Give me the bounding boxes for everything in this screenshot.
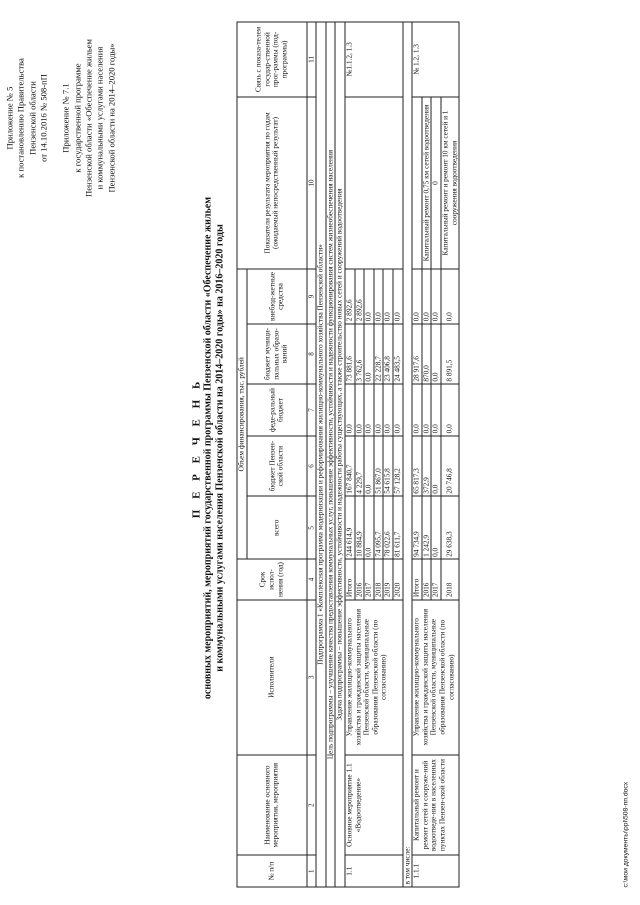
federal-cell: 0,0 [354,384,364,436]
subprogram-row [316,22,326,887]
task-row [335,22,345,887]
federal-cell: 0,0 [431,384,441,436]
federal-cell: 0,0 [440,384,458,436]
year-cell: 2018 [440,559,458,599]
col-number: 9 [306,269,316,324]
header-link: Связь с показа-телем государ-ственной прог-раммы (под-программы) [237,22,307,97]
extra-cell: 0,0 [364,269,374,324]
region-cell: 0,0 [364,435,374,495]
in-that-number-row [402,22,412,887]
header-row [237,22,247,887]
federal-cell: 0,0 [412,384,422,436]
year-cell: 2016 [354,559,364,599]
total-cell: 74 095,7 [373,496,383,559]
indicator-cell [412,96,422,268]
title-heading: П Е Р Е Ч Е Н Ь [190,377,202,518]
row-number: 1.1 [344,855,402,887]
region-cell: 372,9 [421,435,431,495]
link-cell: №1.1.2, 1.3 [344,22,402,97]
municipal-cell: 22 228,7 [373,323,383,383]
subprogram-task: Задача подпрограммы – повышение эффективности, устойчивости и надежности работы существующих, а также строительство новых сетей и сооружений водоотведения [335,22,345,887]
annex-line [49,30,60,205]
measure-name: Капитальный ремонт и ремонт сетей и сооруже-ний водоотведе-ния в населенных пунктах Пензен-ской области [412,754,459,855]
municipal-cell: 28 917,6 [412,323,422,383]
measure-executor: Управление жилищно-коммунального хозяйства и гражданской защиты населения Пензенской области, муниципальные образования Пензенской области (по согласованию) [412,599,459,754]
document-title [190,30,226,865]
federal-cell: 0,0 [383,384,393,436]
annex-line: Приложение № 5 [4,86,14,149]
year-cell: 2016 [421,559,431,599]
table-row [344,22,354,887]
indicator-cell: Капитальный ремонт и ремонт 10 км сетей и 1 сооружения водоотведения [440,96,458,268]
region-cell: 167 840,7 [344,435,354,495]
col-number: 10 [306,96,316,268]
header-term: Срок испол-нения (год) [237,559,307,599]
year-cell: Итого [412,559,422,599]
municipal-cell: 0,0 [364,323,374,383]
municipal-cell: 73 881,6 [344,323,354,383]
municipal-cell: 870,0 [421,323,431,383]
header-budget-region: бюджет Пензен-ской области [246,435,306,495]
col-number: 11 [306,22,316,97]
region-cell: 54 615,8 [383,435,393,495]
extra-cell: 0,0 [440,269,458,324]
total-cell: 81 611,7 [392,496,402,559]
col-number: 1 [306,855,316,887]
title-line-2: и коммунальными услугами населения Пензенской области на 2014–2020 годы» на 2016–2020 годы [214,223,225,672]
subprogram-title: Подпрограмма 1 «Комплексная программа модернизации и реформирования жилищно-коммунального хозяйства Пензенской области» [316,22,326,887]
col-number: 6 [306,435,316,495]
region-cell: 4 229,7 [354,435,364,495]
region-cell: 57 128,2 [392,435,402,495]
total-cell: 10 884,9 [354,496,364,559]
federal-cell: 0,0 [364,384,374,436]
header-budget-federal: феде-ральный бюджет [246,384,306,436]
column-numbers-row [306,22,316,887]
indicator-cell [344,96,402,268]
header-funding: Объем финансирования, тыс. рублей [237,269,247,559]
header-indicators: Показатели результата мероприятия по годам (ожидаемый непосредственный результат) [237,96,307,268]
annex-line: Пензенской области на 2014–2020 годы» [105,42,116,193]
municipal-cell: 8 891,5 [440,323,458,383]
in-that-number-label: в том числе: [402,22,412,887]
annex-line: от 14.10.2016 № 508-пП [37,73,48,162]
extra-cell: 0,0 [392,269,402,324]
total-cell: 1 242,9 [421,496,431,559]
subprogram-goal: Цель подпрограммы – улучшение качества предоставления коммунальных услуг, повышение эффективности, устойчивости и надежности функционирования систем жизнеобеспечения населения [325,22,335,887]
year-cell: 2020 [392,559,402,599]
indicator-cell: 0 [431,96,441,268]
header-extra: внебюд-жетные средства [246,269,306,324]
indicator-cell: Капитальный ремонт 0,75 км сетей водоотведения [421,96,431,268]
municipal-cell: 23 406,8 [383,323,393,383]
total-cell: 94 734,9 [412,496,422,559]
extra-cell: 0,0 [412,269,422,324]
measures-table [236,21,459,887]
link-cell: № 1.2, 1.3 [412,22,459,97]
annex-line: Приложение № 7.1 [60,82,71,153]
municipal-cell: 3 762,6 [354,323,364,383]
annex-block [4,30,117,205]
annex-line: к государственной программе [71,62,82,173]
annex-line: и коммунальными услугами населения [94,46,105,189]
total-cell: 29 638,3 [440,496,458,559]
region-cell: 65 817,3 [412,435,422,495]
extra-cell: 0,0 [373,269,383,324]
extra-cell: 0,0 [421,269,431,324]
year-cell: 2018 [373,559,383,599]
region-cell: 0,0 [431,435,441,495]
header-name: Наименование основного мероприятия, мероприятия [237,754,307,855]
extra-cell: 0,0 [383,269,393,324]
year-cell: 2019 [383,559,393,599]
col-number: 5 [306,496,316,559]
federal-cell: 0,0 [392,384,402,436]
header-total: всего [246,496,306,559]
col-number: 8 [306,323,316,383]
year-cell: 2017 [364,559,374,599]
region-cell: 51 867,0 [373,435,383,495]
federal-cell: 0,0 [373,384,383,436]
annex-line: к постановлению Правительства [15,57,26,178]
col-number: 2 [306,754,316,855]
total-cell: 0,0 [431,496,441,559]
federal-cell: 0,0 [344,384,354,436]
municipal-cell: 24 483,5 [392,323,402,383]
annex-line: Пензенской области «Обеспечение жильем [83,38,94,197]
total-cell: 0,0 [364,496,374,559]
header-exec: Исполнители [237,599,307,754]
header-num: № п/п [237,855,307,887]
measure-name: Основное мероприятие 1.1 «Водоотведение» [344,754,402,855]
table-row [412,22,422,887]
file-path-footer: c:\мои документы\ppl\508-пп.docx [622,781,629,887]
municipal-cell: 0,0 [431,323,441,383]
header-budget-municipal: бюджет муници-пальных образо-ваний [246,323,306,383]
year-cell: 2017 [431,559,441,599]
goal-row [325,22,335,887]
col-number: 7 [306,384,316,436]
total-cell: 244 614,9 [344,496,354,559]
col-number: 4 [306,559,316,599]
col-number: 3 [306,599,316,754]
year-cell: Итого [344,559,354,599]
extra-cell: 2 892,6 [354,269,364,324]
measure-executor: Управление жилищно-коммунального хозяйства и гражданской защиты населения Пензенской области, муниципальные образования Пензенской области (по согласованию) [344,599,402,754]
federal-cell: 0,0 [421,384,431,436]
region-cell: 20 746,8 [440,435,458,495]
total-cell: 78 022,6 [383,496,393,559]
title-line-1: основных мероприятий, мероприятий государственной программы Пензенской области «Обеспечение жильем [202,196,213,699]
extra-cell: 0,0 [431,269,441,324]
row-number: 1.1.1 [412,855,459,887]
extra-cell: 2 892,6 [344,269,354,324]
annex-line: Пензенской области [26,80,37,155]
